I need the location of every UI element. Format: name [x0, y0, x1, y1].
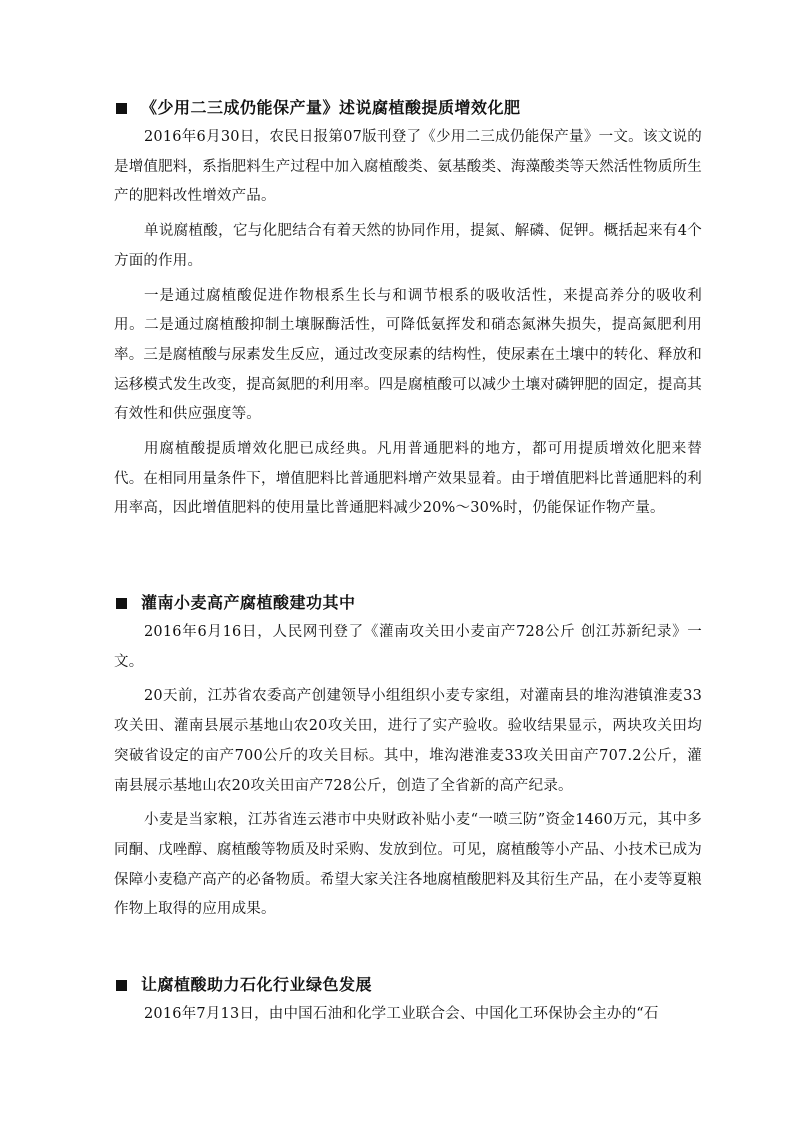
section-heading [114, 970, 702, 1000]
section-title: 让腐植酸助力石化行业绿色发展 [141, 975, 373, 994]
paragraph: 一是通过腐植酸促进作物根系生长与和调节根系的吸收活性，来提高养分的吸收利用。二是通过腐植酸抑制土壤脲酶活性，可降低氨挥发和硝态氮淋失损失，提高氮肥利用率。三是腐植酸与尿素发生反应，通过改变尿素的结构性，使尿素在土壤中的转化、释放和运移模式发生改变，提高氮肥的利用率。四是腐植酸可以减少土壤对磷钾肥的固定，提高其有效性和供应强度等。 [114, 287, 702, 423]
paragraph: 2016年7月13日，由中国石油和化学工业联合会、中国化工环保协会主办的“石 [144, 1006, 659, 1022]
section-title: 灌南小麦高产腐植酸建功其中 [141, 593, 356, 612]
article-section-1 [114, 93, 702, 524]
paragraph: 20天前，江苏省农委高产创建领导小组组织小麦专家组，对灌南县的堆沟港镇淮麦33攻关田、灌南县展示基地山农20攻关田，进行了实产验收。验收结果显示，两块攻关田均突破省设定的亩产700公斤的攻关目标。其中，堆沟港淮麦33攻关田亩产707.2公斤，灌南县展示基地山农20攻关田亩产728公斤，创造了全省新的高产纪录。 [114, 688, 702, 794]
section-heading [114, 588, 702, 618]
paragraph: 用腐植酸提质增效化肥已成经典。凡用普通肥料的地方，都可用提质增效化肥来替代。在相同用量条件下，增值肥料比普通肥料增产效果显着。由于增值肥料比普通肥料的利用率高，因此增值肥料的使用量比普通肥料减少20%～30%时，仍能保证作物产量。 [114, 441, 702, 517]
square-bullet-icon [116, 598, 127, 609]
paragraph: 2016年6月30日，农民日报第07版刊登了《少用二三成仍能保产量》一文。该文说的是增值肥料，系指肥料生产过程中加入腐植酸类、氨基酸类、海藻酸类等天然活性物质所生产的肥料改性增效产品。 [114, 129, 702, 205]
article-section-2 [114, 588, 702, 925]
paragraph: 小麦是当家粮，江苏省连云港市中央财政补贴小麦“一喷三防”资金1460万元，其中多同酮、戊唑醇、腐植酸等物质及时采购、发放到位。可见，腐植酸等小产品、小技术已成为保障小麦稳产高产的必备物质。希望大家关注各地腐植酸肥料及其衍生产品，在小麦等夏粮作物上取得的应用成果。 [114, 812, 702, 918]
paragraph: 单说腐植酸，它与化肥结合有着天然的协同作用，提氮、解磷、促钾。概括起来有4个方面的作用。 [114, 223, 702, 269]
square-bullet-icon [116, 980, 127, 991]
section-title: 《少用二三成仍能保产量》述说腐植酸提质增效化肥 [141, 98, 521, 117]
square-bullet-icon [116, 103, 127, 114]
article-section-3 [114, 970, 702, 1030]
paragraph: 2016年6月16日，人民网刊登了《灌南攻关田小麦亩产728公斤 创江苏新纪录》一文。 [114, 624, 702, 670]
section-heading [114, 93, 702, 123]
